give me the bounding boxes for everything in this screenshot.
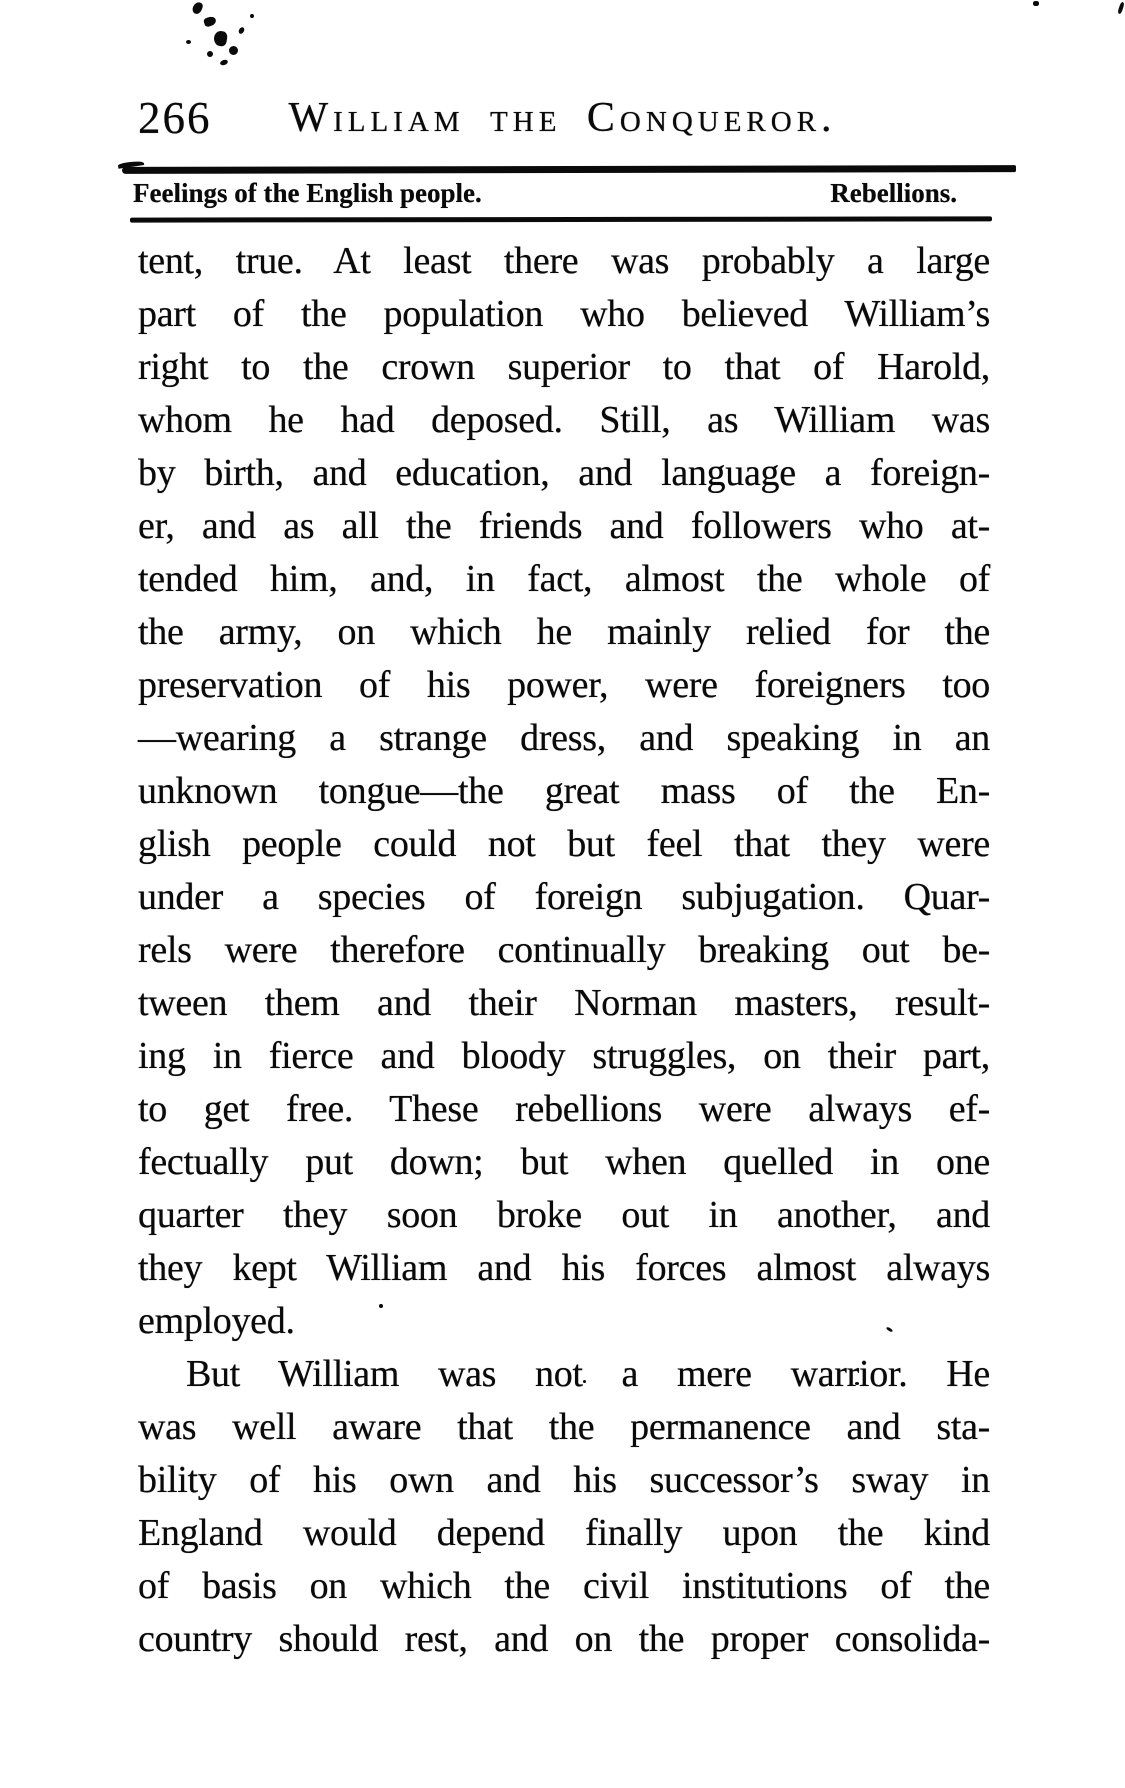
body-line: part of the population who believed William’s	[138, 293, 990, 335]
body-line: tent, true. At least there was probably a large	[138, 240, 990, 282]
body-line: But William was not a mere warrior. He	[186, 1353, 990, 1395]
ink-speck	[1033, 1, 1039, 6]
body-line: was well aware that the permanence and sta-	[138, 1406, 990, 1448]
page-number: 266	[138, 93, 212, 143]
ink-smudge	[203, 15, 217, 27]
body-line: of basis on which the civil institutions of the	[138, 1565, 990, 1607]
ink-smudge	[186, 40, 191, 44]
body-line: er, and as all the friends and followers who at-	[138, 505, 990, 547]
body-line: right to the crown superior to that of Harold,	[138, 346, 990, 388]
body-line: tended him, and, in fact, almost the whole of	[138, 558, 990, 600]
ink-smudge	[229, 46, 238, 55]
body-line: country should rest, and on the proper consolida-	[138, 1618, 990, 1660]
body-line: —wearing a strange dress, and speaking in an	[138, 717, 990, 759]
body-line: by birth, and education, and language a foreign-	[138, 452, 990, 494]
body-line: under a species of foreign subjugation. Quar-	[138, 876, 990, 918]
ink-smudge	[250, 14, 254, 18]
body-line: glish people could not but feel that they were	[138, 823, 990, 865]
ink-smudge	[191, 1, 204, 16]
body-text	[138, 235, 990, 1666]
body-line: they kept William and his forces almost always	[138, 1247, 990, 1289]
body-line: unknown tongue—the great mass of the En-	[138, 770, 990, 812]
body-line: quarter they soon broke out in another, and	[138, 1194, 990, 1236]
header-rule-bottom	[130, 216, 992, 222]
ink-smudge	[219, 59, 228, 66]
ink-smudge	[238, 26, 246, 35]
body-line: the army, on which he mainly relied for the	[138, 611, 990, 653]
body-line: whom he had deposed. Still, as William was	[138, 399, 990, 441]
body-line: bility of his own and his successor’s sway in	[138, 1459, 990, 1501]
body-line: England would depend finally upon the kind	[138, 1512, 990, 1554]
body-line: employed.	[138, 1300, 295, 1342]
page-title: William the Conqueror.	[288, 95, 837, 141]
header-rule-top	[122, 165, 1016, 174]
body-line: preservation of his power, were foreigners too	[138, 664, 990, 706]
running-head-left: Feelings of the English people.	[133, 178, 482, 208]
body-line: fectually put down; but when quelled in one	[138, 1141, 990, 1183]
body-line: rels were therefore continually breaking out be-	[138, 929, 990, 971]
ink-smudge	[207, 51, 213, 57]
ink-speck	[1117, 2, 1125, 15]
ink-smudge	[213, 30, 228, 47]
body-line: ing in fierce and bloody struggles, on their part,	[138, 1035, 990, 1077]
body-line: tween them and their Norman masters, result-	[138, 982, 990, 1024]
body-line: to get free. These rebellions were always ef-	[138, 1088, 990, 1130]
running-head-right: Rebellions.	[830, 178, 957, 208]
